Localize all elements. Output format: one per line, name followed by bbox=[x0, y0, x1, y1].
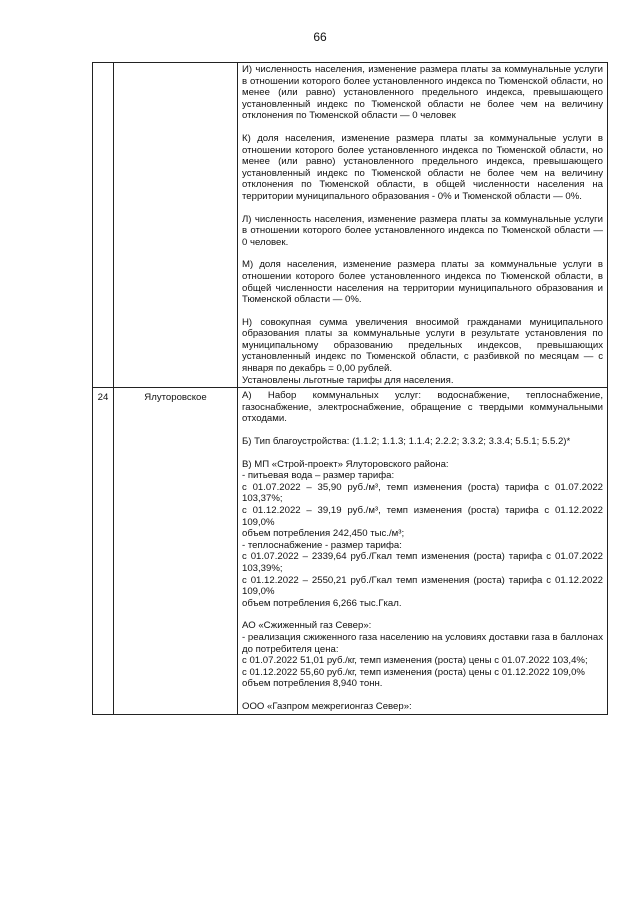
table-row bbox=[93, 388, 608, 714]
paragraph-a: А) Набор коммунальных услуг: водоснабжение, теплоснабжение, газоснабжение, электроснабжение, обращение с твердыми коммунальными отходами. bbox=[242, 390, 603, 425]
indicators-cell bbox=[238, 63, 608, 388]
paragraph-v: В) МП «Строй-проект» Ялуторовского района: - питьевая вода – размер тарифа: с 01.07.2022 – 35,90 руб./м³, темп изменения (роста) тарифа с 01.07.2022 103,37%; с 01.12.2022 – 39,19 руб./м³, темп изменения (роста) тарифа с 01.12.2022 109,0% объем потребления 242,450 тыс./м³; - теплоснабжение - размер тарифа: с 01.07.2022 – 2339,64 руб./Гкал темп изменения (роста) тарифа с 01.07.2022 103,39%; с 01.12.2022 – 2550,21 руб./Гкал темп изменения (роста) тарифа с 01.12.2022 109,0% объем потребления 6,266 тыс.Гкал. bbox=[242, 458, 603, 609]
paragraph-m: М) доля населения, изменение размера платы за коммунальные услуги в отношении которого более установленного индекса по Тюменской области, в общей численности населения на территории муниципального образования и Тюменской области — 0%. bbox=[242, 259, 603, 306]
paragraph-l: Л) численность населения, изменение размера платы за коммунальные услуги в отношении которого более установленного индекса по Тюменской области — 0 человек. bbox=[242, 213, 603, 248]
table-row bbox=[93, 63, 608, 388]
paragraph-k: К) доля населения, изменение размера платы за коммунальные услуги в отношении которого более установленного индекса по Тюменской области, но менее (или равно) установленного предельного индекса, превышающего установленный индекс по Тюменской области не более чем на величину отклонения по Тюменской области, в общей численности населения на территории муниципального образования - 0% и Тюменской области — 0%. bbox=[242, 132, 603, 202]
paragraph-i: И) численность населения, изменение размера платы за коммунальные услуги в отношении которого более установленного индекса по Тюменской области, но менее (или равно) установленного предельного индекса, превышающего установленный индекс по Тюменской области не более чем на величину отклонения по Тюменской области — 0 человек bbox=[242, 64, 603, 122]
municipality-name-cell: Ялуторовское bbox=[114, 388, 238, 714]
row-number-cell: 24 bbox=[93, 388, 114, 714]
page-number: 66 bbox=[313, 30, 327, 44]
tariff-table bbox=[92, 62, 608, 715]
paragraph-sjizhenny-gaz: АО «Сжиженный газ Север»: - реализация сжиженного газа населению на условиях доставки газа в баллонах до потребителя цена: с 01.07.2022 51,01 руб./кг, темп изменения (роста) цены с 01.07.2022 103,4%; с 01.12.2022 55,60 руб./кг, темп изменения (роста) цены с 01.12.2022 109,0% объем потребления 8,940 тонн. bbox=[242, 620, 603, 690]
paragraph-gazprom: ООО «Газпром межрегионгаз Север»: bbox=[242, 700, 412, 712]
municipality-name-cell bbox=[114, 63, 238, 388]
paragraph-b: Б) Тип благоустройства: (1.1.2; 1.1.3; 1.1.4; 2.2.2; 3.3.2; 3.3.4; 5.5.1; 5.5.2)* bbox=[242, 436, 571, 448]
paragraph-n: Н) совокупная сумма увеличения вносимой гражданами муниципального образования платы за коммунальные услуги в результате установления по муниципальному образованию предельных индексов, превышающих установленный индекс по Тюменской области, с разбивкой по месяцам — с января по декабрь = 0,00 рублей. Установлены льготные тарифы для населения. bbox=[242, 316, 603, 386]
indicators-cell bbox=[238, 388, 608, 714]
row-number-cell bbox=[93, 63, 114, 388]
